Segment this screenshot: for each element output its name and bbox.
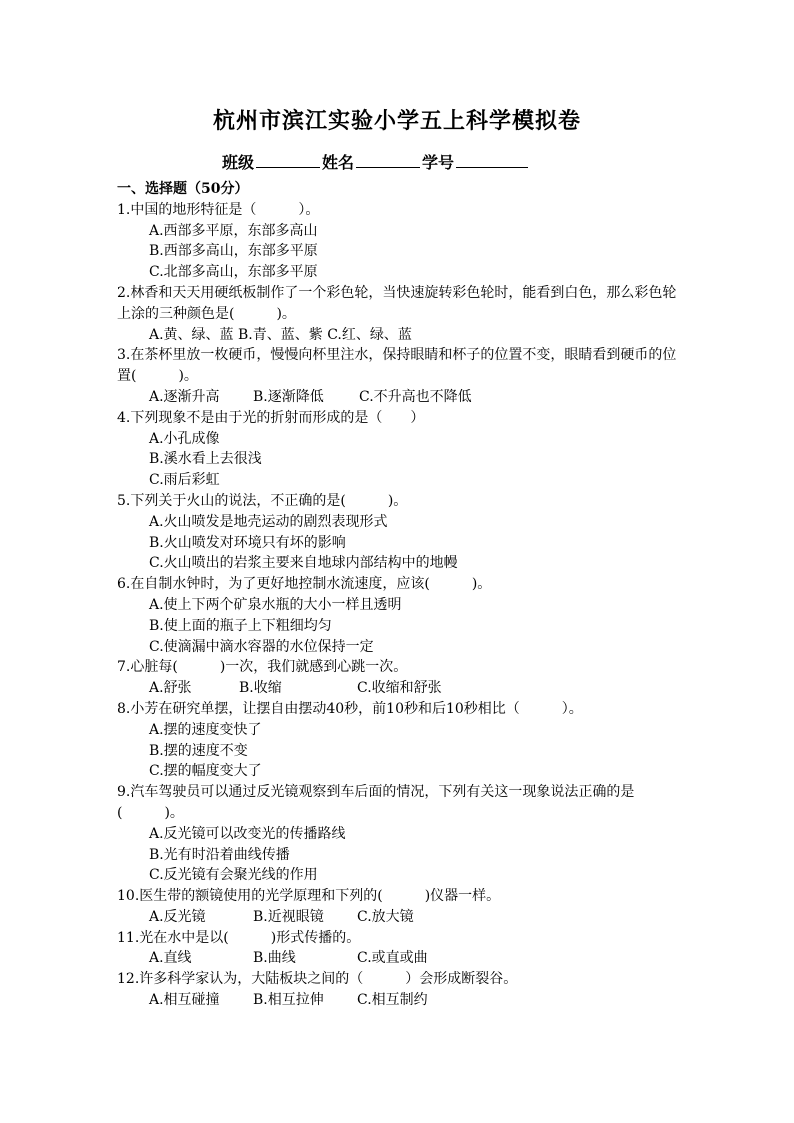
option-a: A.小孔成像 <box>149 430 220 447</box>
option-a: A.舒张 <box>149 680 192 697</box>
option-a: A.直线 <box>149 950 192 967</box>
question-text: 11.光在水中是以( )形式传播的。 <box>117 929 361 946</box>
question-1 <box>117 200 687 283</box>
class-label: 班级 <box>222 153 255 172</box>
option-c: C.使滴漏中滴水容器的水位保持一定 <box>149 638 374 655</box>
question-text: 2.林香和天天用硬纸板制作了一个彩色轮，当快速旋转彩色轮时，能看到白色，那么彩色轮上涂的三种颜色是( )。 <box>117 284 677 322</box>
option-a: A.摆的速度变快了 <box>149 721 262 738</box>
options-abc: A.黄、绿、蓝 B.青、蓝、紫 C.红、绿、蓝 <box>149 326 412 343</box>
option-c: C.反光镜有会聚光线的作用 <box>149 867 318 884</box>
name-label: 姓名 <box>322 153 355 172</box>
option-b: B.曲线 <box>253 950 296 967</box>
question-text: 6.在自制水钟时，为了更好地控制水流速度，应该( )。 <box>117 576 492 593</box>
id-blank[interactable] <box>456 153 528 168</box>
option-b: B.光有时沿着曲线传播 <box>149 846 290 863</box>
option-c: C.火山喷出的岩浆主要来自地球内部结构中的地幔 <box>149 555 458 572</box>
question-text: 5.下列关于火山的说法，不正确的是( )。 <box>117 492 408 509</box>
option-a: A.反光镜 <box>149 908 206 925</box>
option-row <box>117 907 687 928</box>
option-c: C.或直或曲 <box>357 950 428 967</box>
question-text: 10.医生带的额镜使用的光学原理和下列的( )仪器一样。 <box>117 888 501 905</box>
option-b: B.收缩 <box>239 680 282 697</box>
option-c: C.北部多高山，东部多平原 <box>149 264 318 281</box>
question-6 <box>117 574 687 657</box>
option-b: B.火山喷发对环境只有坏的影响 <box>149 534 346 551</box>
question-8 <box>117 699 687 782</box>
option-b: B.摆的速度不变 <box>149 742 248 759</box>
option-a: A.反光镜可以改变光的传播路线 <box>149 825 346 842</box>
student-info-line <box>222 150 530 173</box>
option-b: B.使上面的瓶子上下粗细均匀 <box>149 617 332 634</box>
question-7 <box>117 657 687 699</box>
option-b: B.近视眼镜 <box>253 908 324 925</box>
section-heading: 一、选择题（50分） <box>117 181 249 197</box>
question-text: 12.许多科学家认为，大陆板块之间的（ ）会形成断裂谷。 <box>117 971 518 988</box>
option-c: C.摆的幅度变大了 <box>149 763 262 780</box>
option-c: C.雨后彩虹 <box>149 472 220 489</box>
option-b: B.溪水看上去很浅 <box>149 451 262 468</box>
option-a: A.西部多平原，东部多高山 <box>149 222 318 239</box>
option-b: B.相互拉伸 <box>253 992 324 1009</box>
option-a: A.使上下两个矿泉水瓶的大小一样且透明 <box>149 596 402 613</box>
question-2 <box>117 283 687 345</box>
class-blank[interactable] <box>256 153 320 168</box>
option-row <box>117 990 687 1011</box>
option-row <box>117 948 687 969</box>
question-text: 3.在茶杯里放一枚硬币，慢慢向杯里注水，保持眼睛和杯子的位置不变，眼睛看到硬币的位置( )。 <box>117 347 677 385</box>
option-c: C.放大镜 <box>357 908 414 925</box>
option-row <box>117 325 687 346</box>
question-10 <box>117 886 687 928</box>
option-row <box>117 678 687 699</box>
question-text: 8.小芳在研究单摆，让摆自由摆动40秒，前10秒和后10秒相比（ ）。 <box>117 700 583 717</box>
option-row <box>117 387 687 408</box>
name-blank[interactable] <box>356 153 420 168</box>
question-list <box>117 179 687 1011</box>
question-12 <box>117 969 687 1011</box>
option-a: A.逐渐升高 <box>149 388 220 405</box>
option-a: A.火山喷发是地壳运动的剧烈表现形式 <box>149 513 388 530</box>
question-text: 9.汽车驾驶员可以通过反光镜观察到车后面的情况，下列有关这一现象说法正确的是( )。 <box>117 784 635 821</box>
question-text: 7.心脏每( )一次，我们就感到心跳一次。 <box>117 659 408 676</box>
option-a: A.相互碰撞 <box>149 992 220 1009</box>
question-9 <box>117 782 687 886</box>
option-b: B.西部多高山，东部多平原 <box>149 243 318 260</box>
question-5 <box>117 491 687 574</box>
question-4 <box>117 408 687 491</box>
option-c: C.不升高也不降低 <box>359 388 472 405</box>
page-title: 杭州市滨江实验小学五上科学模拟卷 <box>212 108 581 134</box>
question-11 <box>117 928 687 970</box>
question-3 <box>117 345 687 407</box>
question-text: 4.下列现象不是由于光的折射而形成的是（ ） <box>117 409 425 426</box>
option-c: C.相互制约 <box>357 992 428 1009</box>
option-c: C.收缩和舒张 <box>357 680 442 697</box>
question-text: 1.中国的地形特征是（ ）。 <box>117 201 320 218</box>
option-b: B.逐渐降低 <box>253 388 324 405</box>
id-label: 学号 <box>422 153 455 172</box>
